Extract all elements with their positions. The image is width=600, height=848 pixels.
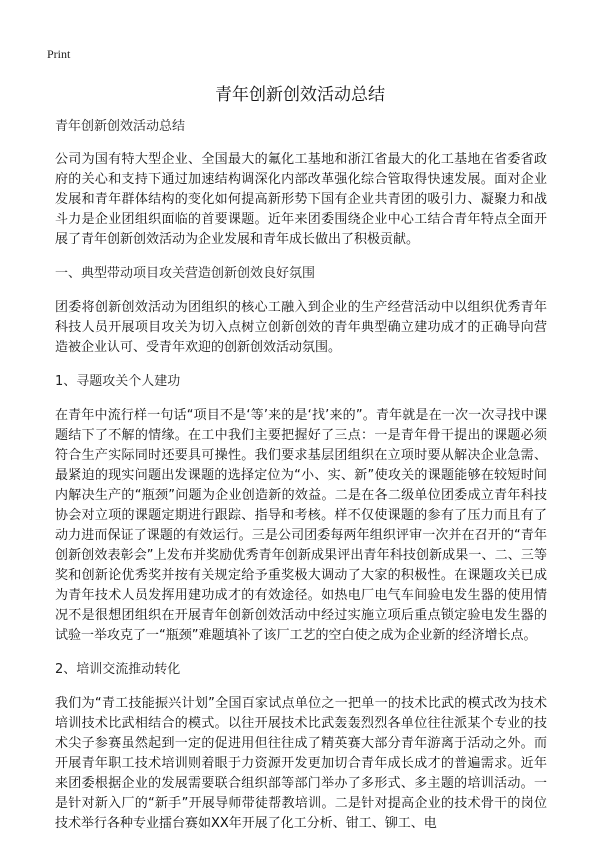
subsection-2-heading: 2、培训交流推动转化 — [55, 662, 181, 677]
intro-paragraph: 公司为国有特大型企业、全国最大的氟化工基地和浙江省最大的化工基地在省委省政府的关心和支持下通过加速结构调深化内部改革强化综合管取得快速发展。面对企业发展和青年群体结构的变化如何提高新形势下国有企业共青团的吸引力、凝聚力和战斗力是企业团组织面临的首要课题。近年来团委围绕企业中心工结合青年特点全面开展了青年创新创效活动为企业发展和青年成长做出了积极贡献。 — [55, 152, 547, 247]
document-title: 青年创新创效活动总结 — [215, 85, 385, 105]
document-body — [55, 116, 547, 848]
subsection-2-paragraph: 我们为“青工技能振兴计划”全国百家试点单位之一把单一的技术比武的模式改为技术培训技术比武相结合的模式。以往开展技术比武轰轰烈烈各单位往往派某个专业的技术尖子参赛虽然起到一定的促进用但往往成了精英赛大部分青年游离于活动之外。而开展青年职工技术培训则着眼于力资源开发更加切合青年成长成才的普遍需求。近年来团委根据企业的发展需要联合组织部等部门举办了多形式、多主题的培训活动。一是针对新入厂的“新手”开展导师带徒帮教培训。二是针对提高企业的技术骨干的岗位技术举行各种专业擂台赛如XX年开展了化工分析、钳工、铆工、电 — [55, 696, 547, 831]
section-1-paragraph: 团委将创新创效活动为团组织的核心工融入到企业的生产经营活动中以组织优秀青年科技人员开展项目攻关为切入点树立创新创效的青年典型确立建功成才的正确导向营造被企业认可、受青年欢迎的创新创效活动氛围。 — [55, 300, 547, 355]
print-link[interactable]: Print — [47, 47, 71, 61]
subsection-1-paragraph: 在青年中流行样一句话“项目不是‘等’来的是‘找’来的”。青年就是在一次一次寻找中课题结下了不解的情缘。在工中我们主要把握好了三点：一是青年骨干提出的课题必须符合生产实际同时还要具可操性。我们要求基层团组织在立项时要从解决企业急需、最紧迫的现实问题出发课题的选择定位为“小、实、新”使攻关的课题能够在较短时间内解决生产的“瓶颈”问题为企业创造新的效益。二是在各二级单位团委成立青年科技协会对立项的课题定期进行跟踪、指导和考核。样不仅使课题的参有了压力而且有了动力进而保证了课题的有效运行。三是公司团委每两年组织评审一次并在召开的“青年创新创效表彰会”上发布并奖励优秀青年创新成果评出青年科技创新成果一、二、三等奖和创新论优秀奖并按有关规定给予重奖极大调动了大家的积极性。在课题攻关已成为青年技术人员发挥用建功成才的有效途径。如热电厂电气车间验电发生器的使用情况不是很想团组织在开展青年创新创效活动中经过实施立项后重点锁定验电发生器的试验一举攻克了一“瓶颈”难题填补了该厂工艺的空白使之成为企业新的经济增长点。 — [55, 408, 547, 643]
document-subtitle: 青年创新创效活动总结 — [55, 119, 186, 134]
section-1-heading: 一、典型带动项目攻关营造创新创效良好氛围 — [55, 266, 316, 281]
subsection-1-heading: 1、寻题攻关个人建功 — [55, 374, 181, 389]
